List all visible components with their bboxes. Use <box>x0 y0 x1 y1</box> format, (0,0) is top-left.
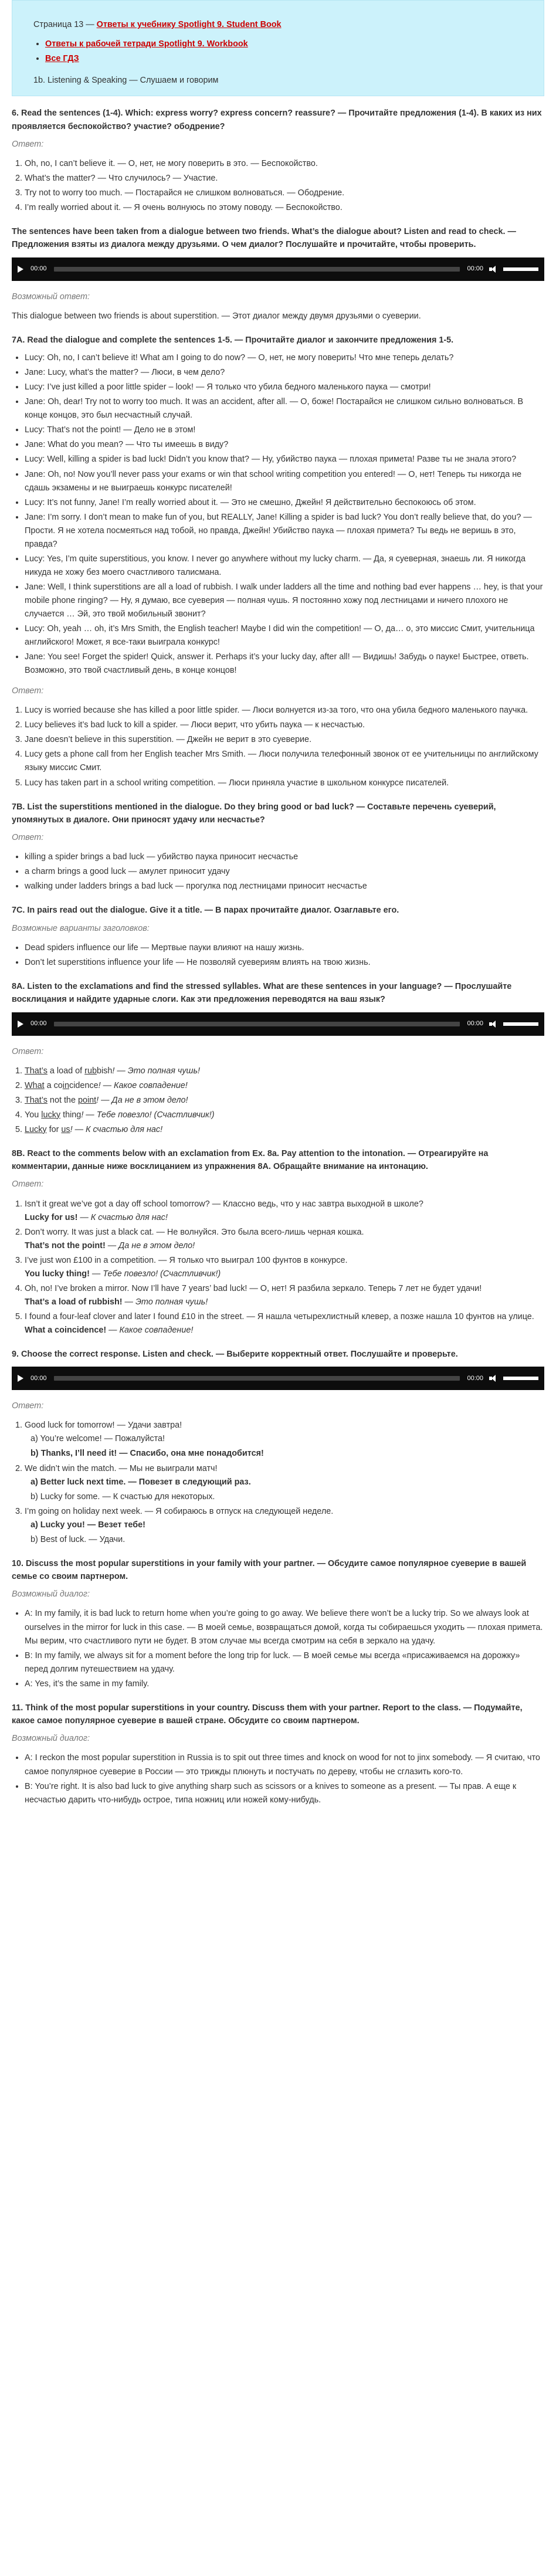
ex6b-title: The sentences have been taken from a dialogue between two friends. What’s the dialogue about? Listen and read to check. — Предложения взяты из диалога между друзьями. О чем диалог? Послушайте и прочитайте, чтобы проверить. <box>12 227 516 250</box>
ex7b-list <box>12 850 544 893</box>
audio-player <box>12 1012 544 1036</box>
audio-current-time: 00:00 <box>30 265 47 272</box>
ex7a-answers <box>12 704 544 789</box>
ex6-list <box>12 157 544 215</box>
ex7a-title: 7A. Read the dialogue and complete the sentences 1-5. — Прочитайте диалог и закончите предложения 1-5. <box>12 335 454 345</box>
options <box>25 1476 544 1504</box>
list-item <box>25 1065 544 1078</box>
ex6-title: 6. Read the sentences (1-4). Which: express worry? express concern? reassure? — Прочитайте предложения (1-4). В каких из них проявляется беспокойство? участие? ободрение? <box>12 109 542 131</box>
list-item: 3. Try not to worry too much. — Постарайся не слишком волноваться. — Ободрение. <box>25 187 544 200</box>
reaction: You lucky thing! <box>25 1269 90 1279</box>
ex10-list <box>12 1607 544 1690</box>
reaction: Lucky for us! <box>25 1212 78 1222</box>
comment: Isn’t it great we’ve got a day off school tomorrow? — Классно ведь, что у нас завтра выходной в школе? <box>25 1199 423 1209</box>
text-part: not the <box>47 1095 78 1105</box>
list-item: 2. What’s the matter? — Что случилось? — Участие. <box>25 172 544 185</box>
dialogue-line: • A: Yes, it’s the same in my family. <box>25 1677 544 1691</box>
translation: ! — К счастью для нас! <box>70 1124 163 1134</box>
ex7c-list <box>12 941 544 970</box>
volume-icon[interactable] <box>489 266 497 273</box>
audio-player <box>12 257 544 281</box>
list-item: • a charm brings a good luck — амулет приносит удачу <box>25 865 544 879</box>
comment: I’ve just won £100 in a competition. — Я только что выиграл 100 фунтов в конкурсе. <box>25 1255 348 1265</box>
option-a-correct: a) Better luck next time. — Повезет в следующий раз. <box>30 1477 251 1487</box>
answer-label: Ответ: <box>12 833 44 843</box>
dialogue-line: • Jane: Oh, no! Now you’ll never pass your exams or win that school writing competition you entered! — О, нет! Теперь ты никогда не сдашь экзамены и не выиграешь конкурс писателей! <box>25 468 544 495</box>
list-item: 4. Lucy gets a phone call from her English teacher Mrs Smith. — Люси получила телефонный звонок от ее учительницы по английскому языку миссис Смит. <box>25 748 544 775</box>
list-item <box>25 1198 544 1225</box>
answer-label: Ответ: <box>12 1401 44 1411</box>
dialogue-line: • Jane: Oh, dear! Try not to worry too much. It was an accident, after all. — О, боже! Постарайся не слишком сильно волноваться. В конце концов, это был несчастный случай. <box>25 395 544 422</box>
list-item <box>25 1094 544 1107</box>
dialogue-line: • B: In my family, we always sit for a moment before the long trip for luck. — В моей семье мы всегда «присаживаемся на дорожку» перед долгим путешествием на удачу. <box>25 1649 544 1676</box>
audio-duration: 00:00 <box>467 1019 483 1027</box>
stressed-syllable: lucky <box>41 1110 61 1120</box>
list-item <box>25 1226 544 1253</box>
dialogue-line: • Lucy: Well, killing a spider is bad luck! Didn’t you know that? — Ну, убийство паука — плохая примета! Разве ты не знала этого? <box>25 453 544 466</box>
ex9-list <box>12 1419 544 1546</box>
text-part: a co <box>44 1080 63 1090</box>
comment: Don’t worry. It was just a black cat. — Не волнуйся. Это была всего-лишь черная кошка. <box>25 1227 364 1237</box>
stressed-syllable: us <box>61 1124 70 1134</box>
audio-progress-track[interactable] <box>54 1376 460 1381</box>
audio-progress-track[interactable] <box>54 1022 460 1026</box>
header-link-item <box>45 38 523 51</box>
ex11-list <box>12 1751 544 1806</box>
volume-icon[interactable] <box>489 1375 497 1382</box>
dialogue-line: • Jane: I’m sorry. I don’t mean to make fun of you, but REALLY, Jane! Killing a spider is bad luck? You don’t really believe that, do you? — Прости. Я не хотела посмеяться над тобой, но правда, Джейн! Убийство паука — плохая примета? Ты ведь не веришь в это, правда? <box>25 511 544 551</box>
text-part: a load of <box>47 1066 85 1076</box>
prompt: I’m going on holiday next week. — Я собираюсь в отпуск на следующей неделе. <box>25 1506 334 1516</box>
options <box>25 1432 544 1460</box>
list-item: • Don’t let superstitions influence your life — Не позволяй суевериям влиять на твою жизнь. <box>25 956 544 970</box>
translation: — Тебе повезло! (Счастливчик!) <box>89 1269 221 1279</box>
volume-slider[interactable] <box>503 1377 538 1380</box>
dialogue-line: • Lucy: Oh, yeah … oh, it’s Mrs Smith, the English teacher! Maybe I did win the competition! — О, да… о, это миссис Смит, учительница английского! Может, я все-таки выиграла конкурс! <box>25 622 544 649</box>
audio-current-time: 00:00 <box>30 1019 47 1027</box>
ex7b-title: 7B. List the superstitions mentioned in the dialogue. Do they bring good or bad luck? — Составьте перечень суеверий, упомянутых в диалоге. Они приносят удачу или несчастье? <box>12 802 496 825</box>
translation: — Да не в этом дело! <box>105 1240 195 1250</box>
stressed-syllable: point <box>77 1095 97 1105</box>
option-b: b) Best of luck. — Удачи. <box>30 1534 126 1544</box>
translation: ! — Это полная чушь! <box>112 1066 201 1076</box>
list-item <box>25 1282 544 1309</box>
comment: I found a four-leaf clover and later I found £10 in the street. — Я нашла четырехлистный клевер, а позже нашла 10 фунтов на улице. <box>25 1311 534 1321</box>
ex9-title: 9. Choose the correct response. Listen and check. — Выберите корректный ответ. Послушайте и проверьте. <box>12 1349 458 1359</box>
link-workbook[interactable]: Ответы к рабочей тетради Spotlight 9. Workbook <box>45 39 248 49</box>
text-part: thing <box>60 1110 82 1120</box>
list-item <box>25 1310 544 1337</box>
text-part: bish <box>96 1066 113 1076</box>
text-part: for <box>46 1124 62 1134</box>
stressed-word: That’s <box>25 1066 48 1076</box>
ex11-title: 11. Think of the most popular superstitions in your country. Discuss them with your partner. Report to the class. — Подумайте, какое самое популярное суеверие в вашей стране. Обсудите со своим партнером. <box>12 1703 523 1726</box>
ex8a-title: 8A. Listen to the exclamations and find the stressed syllables. What are these sentences in your language? — Прослушайте восклицания и найдите ударные слоги. Как эти предложения переводятся на ваш язык? <box>12 981 512 1005</box>
link-all-gdz[interactable]: Все ГДЗ <box>45 54 79 64</box>
list-item <box>25 1123 544 1137</box>
option-a-correct: a) Lucky you! — Везет тебе! <box>30 1520 145 1530</box>
dialogue-line: • Jane: You see! Forget the spider! Quick, answer it. Perhaps it’s your lucky day, after all! — Видишь! Забудь о пауке! Быстрее, ответь. Возможно, это твой счастливый день, в конце концов! <box>25 650 544 677</box>
ex7c-title: 7C. In pairs read out the dialogue. Give it a title. — В парах прочитайте диалог. Озаглавьте его. <box>12 906 399 916</box>
translation: — Это полная чушь! <box>122 1297 208 1307</box>
translation: ! — Тебе повезло! (Счастливчик!) <box>81 1110 215 1120</box>
comment: Oh, no! I’ve broken a mirror. Now I’ll have 7 years’ bad luck! — О, нет! Я разбила зеркало. Теперь 7 лет не будет удачи! <box>25 1283 482 1293</box>
dialogue-line: • Lucy: I’ve just killed a poor little spider – look! — Я только что убила бедного маленького паука — смотри! <box>25 381 544 394</box>
dialogue-line: • Lucy: That’s not the point! — Дело не в этом! <box>25 423 544 437</box>
list-item: 1. Lucy is worried because she has killed a poor little spider. — Люси волнуется из-за того, что она убила бедного маленького паучка. <box>25 704 544 717</box>
header-box <box>12 0 544 96</box>
audio-progress-track[interactable] <box>54 267 460 272</box>
list-item <box>25 1462 544 1504</box>
dialogue-line: • Jane: Lucy, what’s the matter? — Люси, в чем дело? <box>25 366 544 379</box>
stressed-syllable: rub <box>84 1066 97 1076</box>
list-item <box>25 1109 544 1122</box>
prompt: Good luck for tomorrow! — Удачи завтра! <box>25 1421 182 1431</box>
list-item <box>25 1505 544 1547</box>
translation: — К счастью для нас! <box>77 1212 168 1222</box>
translation: — Какое совпадение! <box>106 1325 194 1335</box>
reaction: What a coincidence! <box>25 1325 107 1335</box>
page-line <box>33 18 523 32</box>
dialogue-line: • A: I reckon the most popular superstition in Russia is to spit out three times and knock on wood for not to jinx somebody. — Я считаю, что самое популярное суеверие в России — это трижды плюнуть и постучать по дереву, чтобы не сглазить кого-то. <box>25 1751 544 1778</box>
ex10-title: 10. Discuss the most popular superstitions in your family with your partner. — Обсудите самое популярное суеверие в вашей семье со своим партнером. <box>12 1558 527 1582</box>
reaction: That’s not the point! <box>25 1240 106 1250</box>
option-b: b) Lucky for some. — К счастью для некоторых. <box>30 1492 215 1501</box>
volume-icon[interactable] <box>489 1021 497 1028</box>
ex8a-list <box>12 1065 544 1137</box>
page-prefix: Страница 13 — <box>33 20 97 29</box>
ex6b-answer: This dialogue between two friends is about superstition. — Этот диалог между двумя друзьями о суеверии. <box>12 311 421 321</box>
stressed-word: That’s <box>25 1095 48 1105</box>
ex7a-dialogue <box>12 351 544 677</box>
list-item: • killing a spider brings a bad luck — убийство паука приносит несчастье <box>25 850 544 864</box>
play-icon[interactable] <box>18 266 23 273</box>
dialogue-line: • Lucy: It’s not funny, Jane! I’m really worried about it. — Это не смешно, Джейн! Я действительно беспокоюсь об этом. <box>25 496 544 510</box>
list-item: • Dead spiders influence our life — Мертвые пауки влияют на нашу жизнь. <box>25 941 544 955</box>
stressed-word: What <box>25 1080 45 1090</box>
stressed-syllable: in <box>62 1080 69 1090</box>
volume-slider[interactable] <box>503 1022 538 1026</box>
list-item: 4. I’m really worried about it. — Я очень волнуюсь по этому поводу. — Беспокойство. <box>25 201 544 215</box>
list-item: 5. Lucy has taken part in a school writing competition. — Люси приняла участие в школьном конкурсе писателей. <box>25 777 544 790</box>
answer-label: Ответ: <box>12 1179 44 1189</box>
list-item: 1. Oh, no, I can’t believe it. — О, нет, не могу поверить в это. — Беспокойство. <box>25 157 544 171</box>
list-item: 2. Lucy believes it’s bad luck to kill a spider. — Люси верит, что убить паука — к несчастью. <box>25 718 544 732</box>
audio-duration: 00:00 <box>467 265 483 272</box>
section-title: 1b. Listening & Speaking — Слушаем и говорим <box>33 76 219 86</box>
dialogue-line: • Jane: What do you mean? — Что ты имеешь в виду? <box>25 438 544 452</box>
stressed-word: Lucky <box>25 1124 47 1134</box>
list-item: 3. Jane doesn’t believe in this superstition. — Джейн не верит в это суеверие. <box>25 733 544 747</box>
option-a: a) You’re welcome! — Пожалуйста! <box>30 1434 165 1444</box>
volume-slider[interactable] <box>503 267 538 271</box>
list-item: • walking under ladders brings a bad luck — прогулка под лестницами приносит несчастье <box>25 880 544 893</box>
play-icon[interactable] <box>18 1021 23 1028</box>
option-b-correct: b) Thanks, I’ll need it! — Спасибо, она мне понадобится! <box>30 1449 264 1459</box>
dialogue-line: • A: In my family, it is bad luck to return home when you’re going to go away. We believe there won’t be a lucky trip. So we always look at ourselves in the mirror for luck in this case. — В моей семье, возвращаться домой, когда ты собираешься уходить — плохая примета. Мы верим, что счастливого пути не будет. В этом случае мы всегда смотрим на себя в зеркало на удачу. <box>25 1607 544 1648</box>
translation: ! — Какое совпадение! <box>98 1080 188 1090</box>
translation: ! — Да не в этом дело! <box>96 1095 188 1105</box>
ex8b-title: 8B. React to the comments below with an exclamation from Ex. 8a. Pay attention to the intonation. — Отреагируйте на комментарии, данные ниже восклицанием из упражнения 8А. Обращайте внимание на интонацию. <box>12 1148 489 1172</box>
header-links <box>33 38 523 66</box>
titles-label: Возможные варианты заголовков: <box>12 923 150 933</box>
ex8b-list <box>12 1198 544 1337</box>
audio-current-time: 00:00 <box>30 1374 47 1382</box>
text-part: cidence <box>69 1080 99 1090</box>
dialogue-line: • Lucy: Oh, no, I can’t believe it! What am I going to do now? — О, нет, не могу поверить! Что мне теперь делать? <box>25 351 544 365</box>
dialogue-line: • B: You’re right. It is also bad luck to give anything sharp such as scissors or a knives to someone as a present. — Ты прав. А еще к несчастью дарить что-нибудь острое, типа ножниц или ножей кому-нибудь. <box>25 1780 544 1807</box>
reaction: That’s a load of rubbish! <box>25 1297 123 1307</box>
possible-answer-label: Возможный ответ: <box>12 292 90 301</box>
list-item <box>25 1419 544 1460</box>
text-part: You <box>25 1110 42 1120</box>
dialogue-label: Возможный диалог: <box>12 1734 90 1744</box>
options <box>25 1519 544 1547</box>
list-item <box>25 1254 544 1281</box>
prompt: We didn’t win the match. — Мы не выиграли матч! <box>25 1463 218 1473</box>
play-icon[interactable] <box>18 1375 23 1382</box>
header-link-item <box>45 52 523 66</box>
dialogue-line: • Jane: Well, I think superstitions are all a load of rubbish. I walk under ladders all the time and nothing bad ever happens … hey, is that your mobile phone ringing? — Ну, я думаю, все суеверия — полная чушь. Я постоянно хожу под лестницами и ничего плохого не случается … Эй, это твой мобильный звонит? <box>25 581 544 621</box>
answer-label: Ответ: <box>12 139 44 149</box>
audio-duration: 00:00 <box>467 1374 483 1382</box>
dialogue-label: Возможный диалог: <box>12 1589 90 1599</box>
list-item <box>25 1079 544 1093</box>
link-student-book[interactable]: Ответы к учебнику Spotlight 9. Student Book <box>96 20 282 29</box>
answer-label: Ответ: <box>12 1046 44 1056</box>
dialogue-line: • Lucy: Yes, I’m quite superstitious, you know. I never go anywhere without my lucky charm. — Да, я суеверная, знаешь ли. Я никогда никуда не хожу без моего счастливого талисмана. <box>25 553 544 579</box>
audio-player <box>12 1367 544 1390</box>
answer-label: Ответ: <box>12 686 44 696</box>
